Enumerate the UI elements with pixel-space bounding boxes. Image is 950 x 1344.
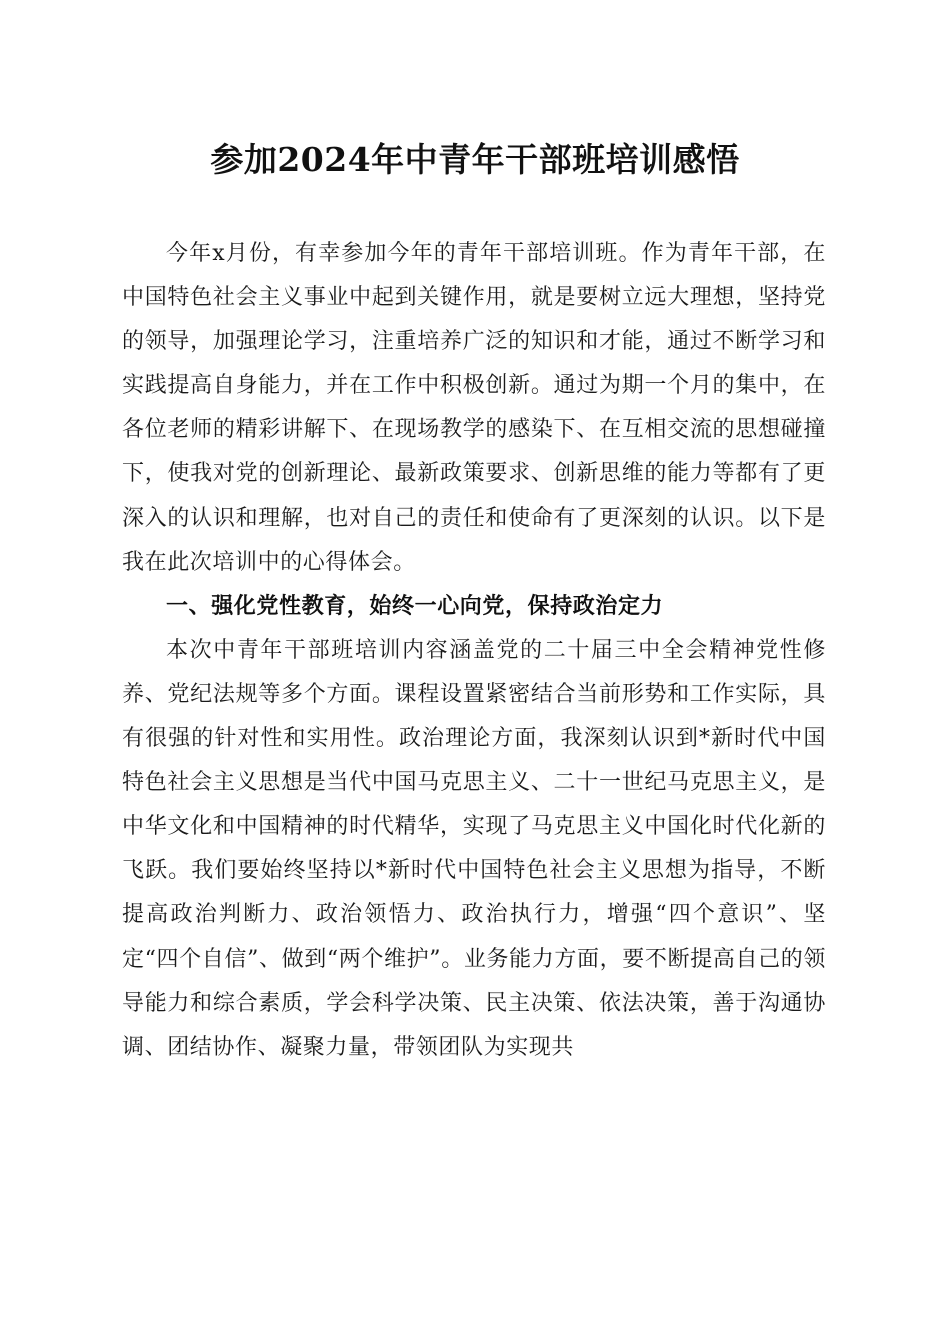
intro-paragraph: 今年x月份，有幸参加今年的青年干部培训班。作为青年干部，在中国特色社会主义事业中起到关键作用，就是要树立远大理想，坚持党的领导，加强理论学习，注重培养广泛的知识和才能，通过不断学习和实践提高自身能力，并在工作中积极创新。通过为期一个月的集中，在各位老师的精彩讲解下、在现场教学的感染下、在互相交流的思想碰撞下，使我对党的创新理论、最新政策要求、创新思维的能力等都有了更深入的认识和理解，也对自己的责任和使命有了更深刻的认识。以下是我在此次培训中的心得体会。 <box>122 241 826 575</box>
document-title: 参加2024年中青年干部班培训感悟 <box>210 140 740 179</box>
section-heading: 一、强化党性教育，始终一心向党，保持政治定力 <box>166 593 664 619</box>
section-paragraph: 本次中青年干部班培训内容涵盖党的二十届三中全会精神党性修养、党纪法规等多个方面。课程设置紧密结合当前形势和工作实际，具有很强的针对性和实用性。政治理论方面，我深刻认识到*新时代中国特色社会主义思想是当代中国马克思主义、二十一世纪马克思主义，是中华文化和中国精神的时代精华，实现了马克思主义中国化时代化新的飞跃。我们要始终坚持以*新时代中国特色社会主义思想为指导，不断提高政治判断力、政治领悟力、政治执行力，增强“四个意识”、坚定“四个自信”、做到“两个维护”。业务能力方面，要不断提高自己的领导能力和综合素质，学会科学决策、民主决策、依法决策，善于沟通协调、团结协作、凝聚力量，带领团队为实现共 <box>122 637 826 1060</box>
document-body <box>122 232 826 1070</box>
